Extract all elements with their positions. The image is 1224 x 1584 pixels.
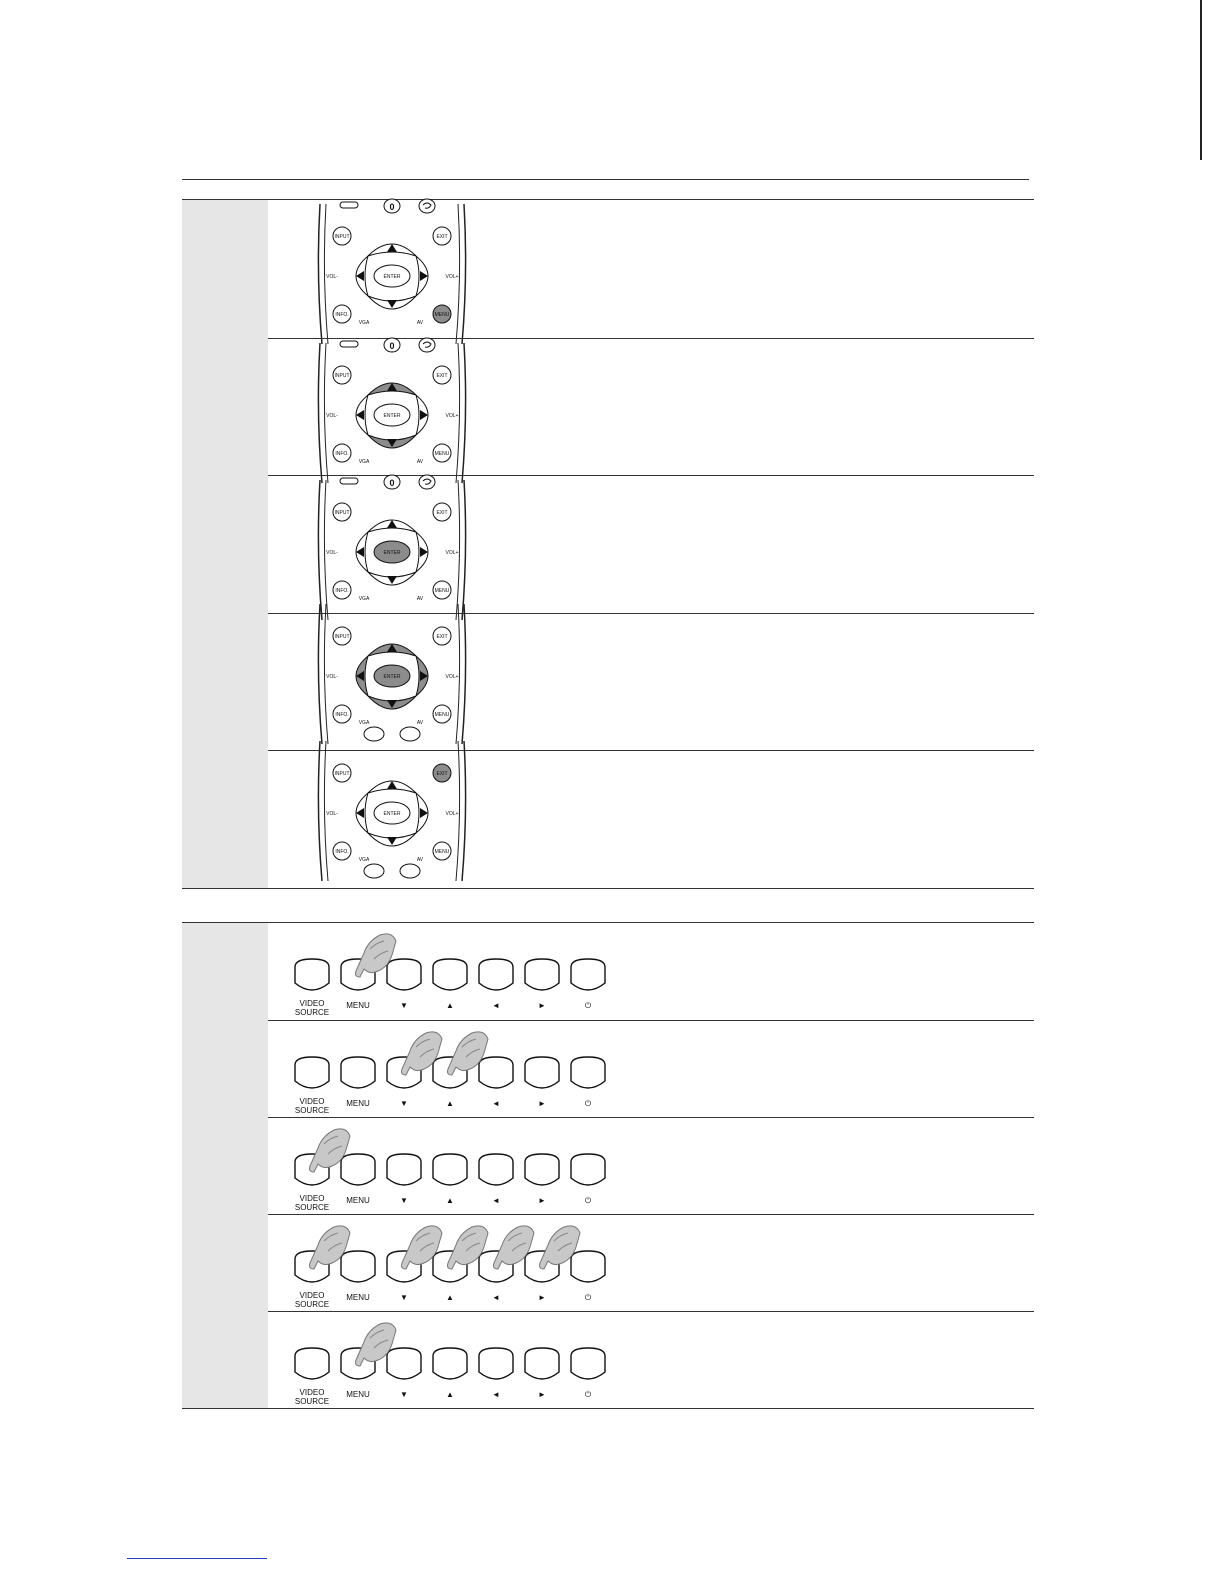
remote-outline-right [462,343,466,483]
minus-key [340,478,358,484]
input-key-label: INPUT [334,771,350,778]
panel-button [295,1348,329,1379]
panel-button [525,1348,559,1379]
panel-button [571,1251,605,1282]
panel-button [479,1057,513,1088]
panel-button-label: ▲ [446,1293,454,1302]
panel-illustration [278,1021,618,1116]
vol-minus-label: VOL- [326,412,338,419]
panel-button-label: ► [538,1001,546,1010]
panel-button-label: ▲ [446,1390,454,1399]
panel-button [387,1348,421,1379]
panel-button-label-line2: SOURCE [294,1008,330,1017]
av-key [400,864,420,878]
vga-label: VGA [358,857,370,864]
exit-key-label: EXIT [436,372,448,379]
panel-button-label-line2: SOURCE [294,1106,330,1115]
vol-plus-label: VOL+ [445,550,459,557]
remote-body [318,338,465,483]
remote-step-row [268,750,1034,888]
panel-step-row [268,1020,1034,1117]
panel-section-label-cell [182,923,268,1408]
remote-illustration [312,340,472,473]
panel-button-label: ⏻ [584,1293,592,1302]
input-key-label: INPUT [334,234,350,240]
panel-step-row [268,1214,1034,1311]
exit-key-label: EXIT [436,633,448,640]
vga-label: VGA [358,320,370,326]
panel-step-row [268,923,1034,1020]
vga-label: VGA [358,458,370,465]
panel-button [479,1154,513,1185]
panel-button-label: ▼ [400,1196,408,1205]
panel-button [433,1348,467,1379]
panel-button-label: ▼ [400,1099,408,1108]
footer-link-underline [127,1558,267,1559]
vol-plus-label: VOL+ [445,412,459,419]
panel-button-label: ► [538,1099,546,1108]
av-label: AV [416,320,424,326]
av-key [400,727,420,741]
enter-key-label: ENTER [383,673,401,680]
info-key-label: INFO. [335,711,349,718]
panel-button [571,1057,605,1088]
panel-instructions-table [182,922,1034,1409]
remote-body [318,741,465,881]
menu-key-label: MENU [434,588,450,595]
remote-illustration [312,755,472,885]
panel-button [525,1154,559,1185]
remote-outline-left [318,741,322,881]
panel-button-label: ► [538,1390,546,1399]
panel-button-label: ⏻ [584,1099,592,1108]
panel-button-label: MENU [346,1196,370,1205]
panel-button-label: ▲ [446,1196,454,1205]
exit-key-label: EXIT [436,510,448,517]
panel-button-label: MENU [346,1293,370,1302]
vol-minus-label: VOL- [326,673,338,680]
return-key [419,338,435,352]
remote-body [318,199,465,344]
panel-button [341,1154,375,1185]
remote-outline-right [462,204,466,344]
vga-key [364,727,384,741]
remote-body [318,604,465,744]
remote-body [318,475,465,620]
remote-outline-right [462,741,466,881]
panel-button [525,1057,559,1088]
vol-minus-label: VOL- [326,811,338,818]
panel-button-label: ◄ [492,1099,500,1108]
panel-illustration [278,1215,618,1310]
info-key-label: INFO. [335,450,349,457]
return-key [419,199,435,213]
input-key-label: INPUT [334,510,350,517]
enter-key-label: ENTER [383,811,401,818]
vga-label: VGA [358,596,370,603]
panel-button-label: VIDEO [299,1291,325,1300]
panel-button [341,1251,375,1282]
panel-button-label: ▼ [400,1293,408,1302]
zero-key-label: 0 [389,340,395,351]
menu-key-label: MENU [434,849,450,856]
menu-key-label: MENU [434,711,450,718]
panel-button-label: ► [538,1293,546,1302]
panel-step-row [268,1117,1034,1214]
panel-illustration [278,923,618,1018]
remote-section-label-cell [182,200,268,888]
panel-button-label: ⏻ [584,1390,592,1399]
panel-button [571,959,605,990]
info-key-label: INFO. [335,588,349,595]
panel-step-row [268,1311,1034,1408]
panel-button-label: VIDEO [299,1388,325,1397]
vga-label: VGA [358,719,370,726]
panel-button-label: ◄ [492,1001,500,1010]
panel-button [341,1057,375,1088]
panel-button-label: ▲ [446,1099,454,1108]
vol-minus-label: VOL- [326,550,338,557]
panel-button-label: ⏻ [584,1196,592,1205]
panel-button-label: ▼ [400,1390,408,1399]
menu-key-label: MENU [434,450,450,457]
info-key-label: INFO. [335,312,349,318]
exit-key-label: EXIT [436,771,448,778]
enter-key-label: ENTER [383,550,401,557]
panel-button-label-line2: SOURCE [294,1397,330,1406]
minus-key [340,341,358,347]
zero-key-label: 0 [389,478,395,489]
panel-button [525,959,559,990]
remote-outline-left [318,604,322,744]
panel-button-label: ► [538,1196,546,1205]
return-key [419,475,435,489]
remote-step-row [268,613,1034,751]
panel-button [433,959,467,990]
panel-illustration [278,1118,618,1213]
remote-step-row [268,338,1034,476]
remote-illustration [312,480,472,610]
panel-button [387,1154,421,1185]
remote-outline-left [318,204,322,344]
panel-button [571,1348,605,1379]
panel-button-label: MENU [346,1099,370,1108]
av-label: AV [416,596,424,603]
enter-key-label: ENTER [383,274,401,280]
panel-button-label: ◄ [492,1293,500,1302]
vol-plus-label: VOL+ [445,274,459,280]
panel-button [479,1348,513,1379]
remote-instructions-table [182,199,1034,889]
remote-outline-right [462,480,466,620]
av-label: AV [416,719,424,726]
panel-button-label: MENU [346,1001,370,1010]
panel-button-label: ◄ [492,1196,500,1205]
remote-step-row [268,475,1034,613]
exit-key-label: EXIT [436,234,448,240]
minus-key [340,202,358,208]
panel-button [295,959,329,990]
info-key-label: INFO. [335,849,349,856]
vol-plus-label: VOL+ [445,673,459,680]
remote-outline-right [462,604,466,744]
remote-illustration [312,618,472,748]
enter-key-label: ENTER [383,412,401,419]
panel-button-label: MENU [346,1390,370,1399]
panel-button-label: ⏻ [584,1001,592,1010]
header-rule [182,179,1029,180]
panel-button [433,1154,467,1185]
zero-key-label: 0 [389,202,395,212]
panel-button-label: VIDEO [299,1097,325,1106]
panel-button [479,959,513,990]
vga-key [364,864,384,878]
panel-button-label: ◄ [492,1390,500,1399]
input-key-label: INPUT [334,372,350,379]
panel-button [387,959,421,990]
vol-plus-label: VOL+ [445,811,459,818]
av-label: AV [416,857,424,864]
remote-outline-left [318,343,322,483]
vol-minus-label: VOL- [326,274,338,280]
panel-button [571,1154,605,1185]
panel-button-label: ▼ [400,1001,408,1010]
remote-illustration [312,204,472,334]
menu-key-label: MENU [434,312,450,318]
av-label: AV [416,458,424,465]
panel-button-label-line2: SOURCE [294,1203,330,1212]
panel-button-label: ▲ [446,1001,454,1010]
panel-button-label: VIDEO [299,999,325,1008]
panel-button [295,1057,329,1088]
panel-illustration [278,1312,618,1407]
panel-button-label-line2: SOURCE [294,1300,330,1309]
input-key-label: INPUT [334,633,350,640]
remote-step-row [268,200,1034,338]
page-edge-line [1200,0,1202,160]
panel-button-label: VIDEO [299,1194,325,1203]
remote-outline-left [318,480,322,620]
